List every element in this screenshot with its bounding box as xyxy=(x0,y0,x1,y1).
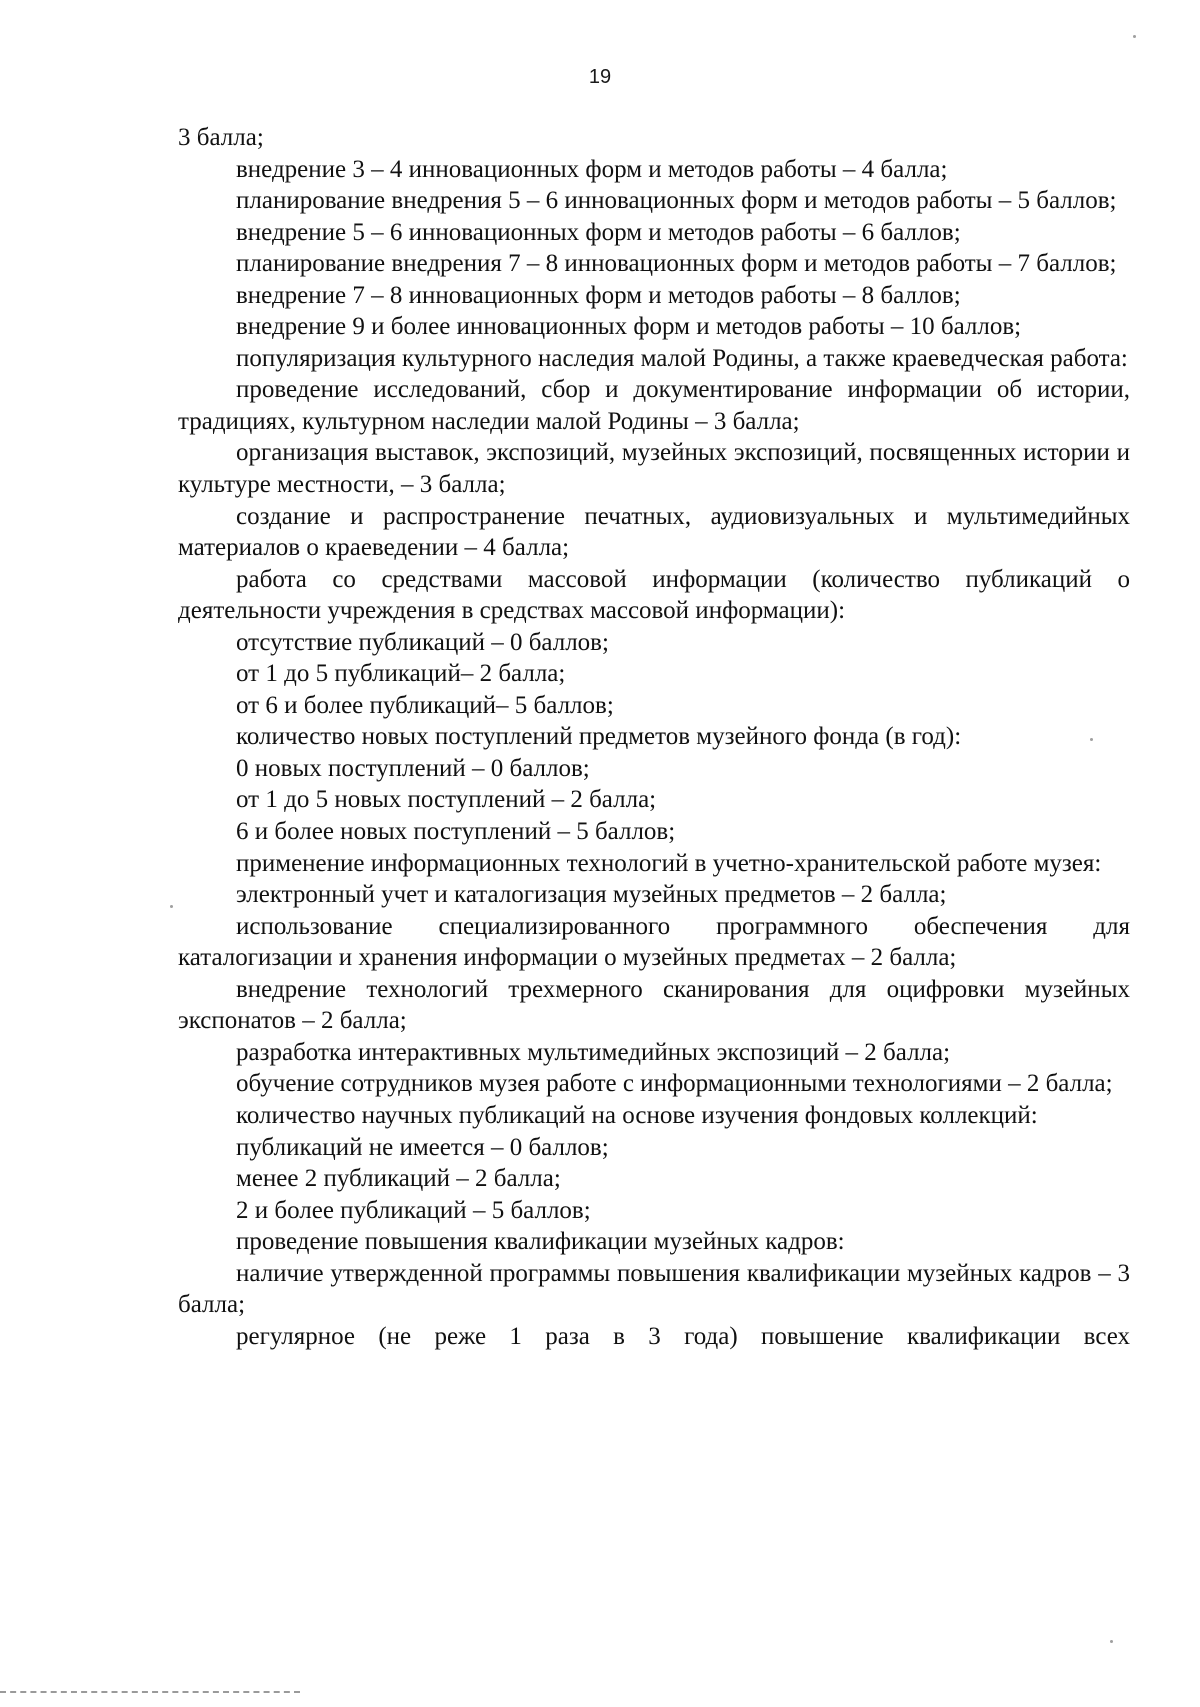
paragraph: применение информационных технологий в учетно-хранительской работе музея: xyxy=(236,849,1102,877)
paragraph: электронный учет и каталогизация музейных предметов – 2 балла; xyxy=(236,881,947,909)
paragraph: отсутствие публикаций – 0 баллов; xyxy=(236,628,609,656)
paragraph: 3 балла; xyxy=(178,124,264,151)
document-body xyxy=(178,122,1130,1352)
scan-speck xyxy=(1110,1640,1113,1643)
scan-edge-line xyxy=(0,1691,300,1693)
paragraph: планирование внедрения 7 – 8 инновационных форм и методов работы – 7 баллов; xyxy=(236,250,1117,278)
paragraph: 0 новых поступлений – 0 баллов; xyxy=(236,754,590,782)
paragraph: публикаций не имеется – 0 баллов; xyxy=(236,1133,609,1161)
paragraph: внедрение 9 и более инновационных форм и методов работы – 10 баллов; xyxy=(236,313,1022,341)
paragraph: обучение сотрудников музея работе с информационными технологиями – 2 балла; xyxy=(236,1070,1113,1098)
paragraph: организация выставок, экспозиций, музейных экспозиций, посвященных истории и культуре местности, – 3 балла; xyxy=(178,439,1130,499)
paragraph: от 6 и более публикаций– 5 баллов; xyxy=(236,691,614,719)
paragraph: работа со средствами массовой информации (количество публикаций о деятельности учреждения в средствах массовой информации): xyxy=(178,565,1130,625)
paragraph: от 1 до 5 публикаций– 2 балла; xyxy=(236,660,566,688)
paragraph: от 1 до 5 новых поступлений – 2 балла; xyxy=(236,786,657,814)
paragraph: внедрение технологий трехмерного сканирования для оцифровки музейных экспонатов – 2 балла; xyxy=(178,975,1130,1035)
paragraph: количество научных публикаций на основе изучения фондовых коллекций: xyxy=(236,1101,1038,1129)
paragraph: проведение исследований, сбор и документирование информации об истории, традициях, культурном наследии малой Родины – 3 балла; xyxy=(178,376,1130,435)
paragraph: планирование внедрения 5 – 6 инновационных форм и методов работы – 5 баллов; xyxy=(236,187,1117,215)
paragraph: внедрение 3 – 4 инновационных форм и методов работы – 4 балла; xyxy=(236,155,948,183)
paragraph: регулярное (не реже 1 раза в 3 года) повышение квалификации всех xyxy=(236,1322,1130,1350)
paragraph: наличие утвержденной программы повышения квалификации музейных кадров – 3 балла; xyxy=(178,1259,1130,1319)
paragraph: 6 и более новых поступлений – 5 баллов; xyxy=(236,818,676,846)
paragraph: проведение повышения квалификации музейных кадров: xyxy=(236,1228,845,1256)
scan-speck xyxy=(1133,35,1136,38)
paragraph: создание и распространение печатных, аудиовизуальных и мультимедийных материалов о краеведении – 4 балла; xyxy=(178,502,1130,562)
paragraph: 2 и более публикаций – 5 баллов; xyxy=(236,1196,591,1224)
paragraph: количество новых поступлений предметов музейного фонда (в год): xyxy=(236,723,962,751)
paragraph: менее 2 публикаций – 2 балла; xyxy=(236,1165,561,1193)
scan-speck xyxy=(1090,738,1093,741)
paragraph: использование специализированного программного обеспечения для каталогизации и хранения информации о музейных предметах – 2 балла; xyxy=(178,912,1130,972)
paragraph: популяризация культурного наследия малой Родины, а также краеведческая работа: xyxy=(236,344,1128,372)
page-number: 19 xyxy=(588,66,612,88)
paragraph: внедрение 7 – 8 инновационных форм и методов работы – 8 баллов; xyxy=(236,281,961,309)
paragraph: внедрение 5 – 6 инновационных форм и методов работы – 6 баллов; xyxy=(236,218,961,246)
paragraph: разработка интерактивных мультимедийных экспозиций – 2 балла; xyxy=(236,1038,951,1066)
scan-speck xyxy=(170,905,173,908)
